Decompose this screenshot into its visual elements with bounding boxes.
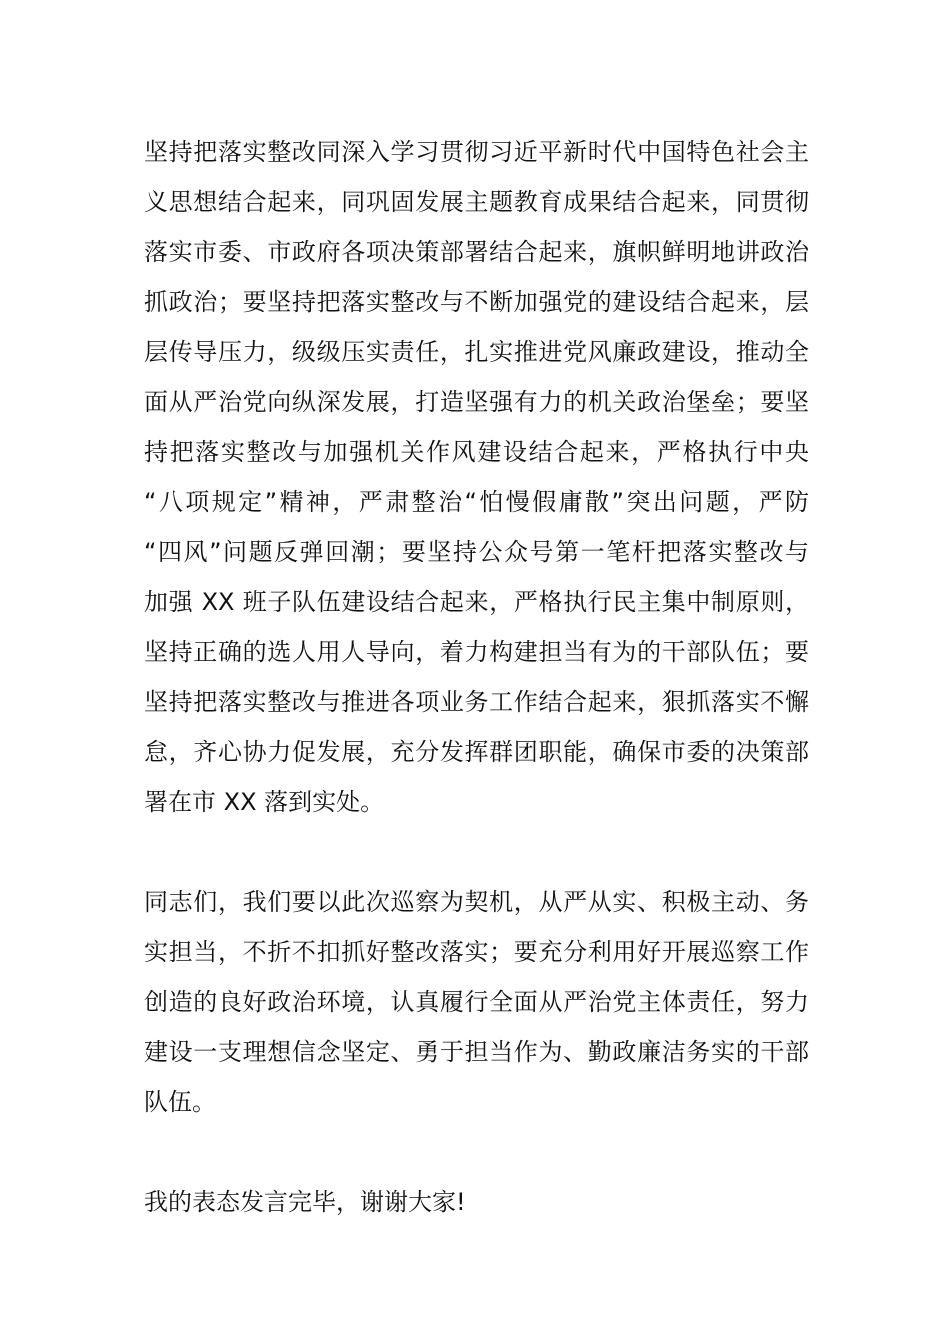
text-line: 怠，齐心协力促发展，充分发挥群团职能，确保市委的决策部 [144, 738, 809, 766]
text-line: 层传导压力，级级压实责任，扎实推进党风廉政建设，推动全 [144, 338, 809, 366]
text-line: 面从严治党向纵深发展，打造坚强有力的机关政治堡垒；要坚 [144, 388, 809, 416]
text-line: 同志们，我们要以此次巡察为契机，从严从实、积极主动、务 [144, 888, 809, 916]
text-line: 抓政治；要坚持把落实整改与不断加强党的建设结合起来，层 [144, 288, 809, 316]
text-line: 加强 XX 班子队伍建设结合起来，严格执行民主集中制原则， [144, 588, 809, 616]
text-line: 落实市委、市政府各项决策部署结合起来，旗帜鲜明地讲政治 [144, 238, 809, 266]
document-body [144, 127, 809, 1227]
paragraph-closing [144, 1177, 809, 1227]
text-line: 建设一支理想信念坚定、勇于担当作为、勤政廉洁务实的干部 [144, 1038, 809, 1066]
text-line: 坚持把落实整改与推进各项业务工作结合起来，狠抓落实不懈 [144, 688, 809, 716]
text-line: 坚持正确的选人用人导向，着力构建担当有为的干部队伍；要 [144, 638, 809, 666]
text-line: 创造的良好政治环境，认真履行全面从严治党主体责任，努力 [144, 988, 809, 1016]
paragraph-rectification [144, 127, 809, 827]
text-line: 持把落实整改与加强机关作风建设结合起来，严格执行中央 [144, 438, 809, 466]
text-line: “四风”问题反弹回潮；要坚持公众号第一笔杆把落实整改与 [144, 538, 809, 566]
text-line: 坚持把落实整改同深入学习贯彻习近平新时代中国特色社会主 [144, 138, 809, 166]
text-line: 队伍。 [144, 1088, 216, 1116]
text-line: 义思想结合起来，同巩固发展主题教育成果结合起来，同贯彻 [144, 188, 809, 216]
text-line: 实担当，不折不扣抓好整改落实；要充分利用好开展巡察工作 [144, 938, 809, 966]
text-line: 我的表态发言完毕，谢谢大家! [144, 1188, 466, 1216]
text-line: 署在市 XX 落到实处。 [144, 788, 385, 816]
text-line: “八项规定”精神，严肃整治“怕慢假庸散”突出问题，严防 [144, 488, 809, 516]
paragraph-comrades [144, 877, 809, 1127]
